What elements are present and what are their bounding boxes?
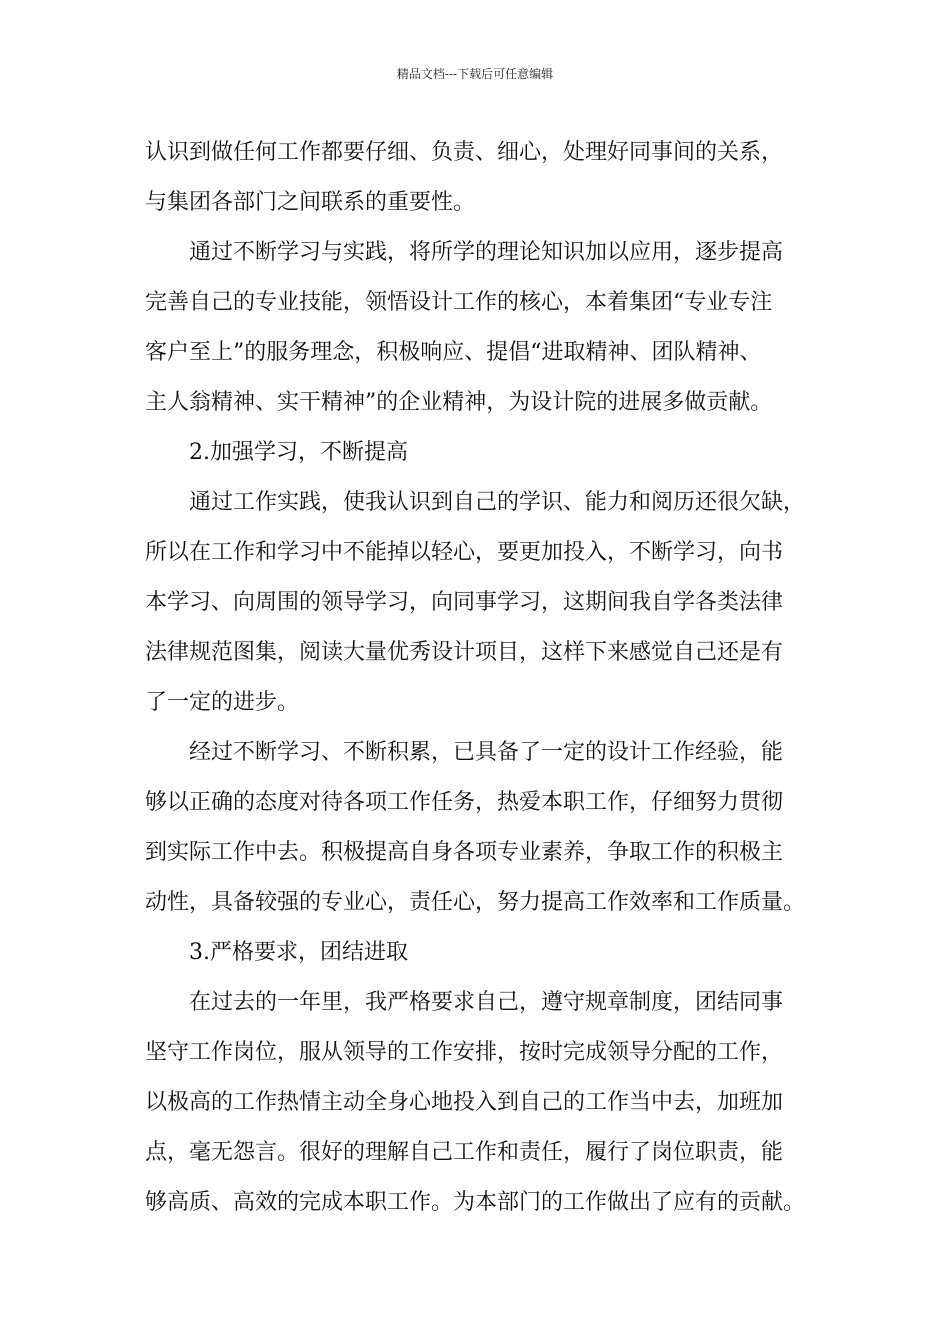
text-line: 完善自己的专业技能，领悟设计工作的核心，本着集团“专业专注 [145, 290, 773, 315]
text-line: 够高质、高效的完成本职工作。为本部门的工作做出了应有的贡献。 [145, 1190, 806, 1215]
text-line: 通过工作实践，使我认识到自己的学识、能力和阅历还很欠缺， [189, 490, 806, 515]
text-line: 了一定的进步。 [145, 690, 300, 715]
text-line: 认识到做任何工作都要仔细、负责、细心，处理好同事间的关系， [145, 140, 784, 165]
text-line: 动性，具备较强的专业心，责任心，努力提高工作效率和工作质量。 [145, 890, 806, 915]
text-line: 点，毫无怨言。很好的理解自己工作和责任，履行了岗位职责，能 [145, 1140, 784, 1165]
text-line: 够以正确的态度对待各项工作任务，热爱本职工作，仔细努力贯彻 [145, 790, 784, 815]
document-body [145, 128, 845, 1228]
text-line: 与集团各部门之间联系的重要性。 [145, 190, 476, 215]
text-line: 经过不断学习、不断积累，已具备了一定的设计工作经验，能 [189, 740, 784, 765]
text-line: 通过不断学习与实践，将所学的理论知识加以应用，逐步提高 [189, 240, 784, 265]
text-line: 在过去的一年里，我严格要求自己，遵守规章制度，团结同事 [189, 990, 784, 1015]
text-line: 到实际工作中去。积极提高自身各项专业素养，争取工作的积极主 [145, 840, 784, 865]
text-line: 坚守工作岗位，服从领导的工作安排，按时完成领导分配的工作， [145, 1040, 784, 1065]
text-line: 所以在工作和学习中不能掉以轻心，要更加投入，不断学习，向书 [145, 540, 784, 565]
text-line: 以极高的工作热情主动全身心地投入到自己的工作当中去，加班加 [145, 1090, 784, 1115]
page-header: 精品文档---下载后可任意编辑 [396, 67, 554, 81]
text-line: 主人翁精神、实干精神”的企业精神，为设计院的进展多做贡献。 [145, 390, 773, 415]
section-heading: 3.严格要求，团结进取 [189, 940, 408, 965]
text-line: 客户至上”的服务理念，积极响应、提倡“进取精神、团队精神、 [145, 340, 762, 365]
text-line: 本学习、向周围的领导学习，向同事学习，这期间我自学各类法律 [145, 590, 784, 615]
text-line: 法律规范图集，阅读大量优秀设计项目，这样下来感觉自己还是有 [145, 640, 784, 665]
section-heading: 2.加强学习，不断提高 [189, 440, 408, 465]
